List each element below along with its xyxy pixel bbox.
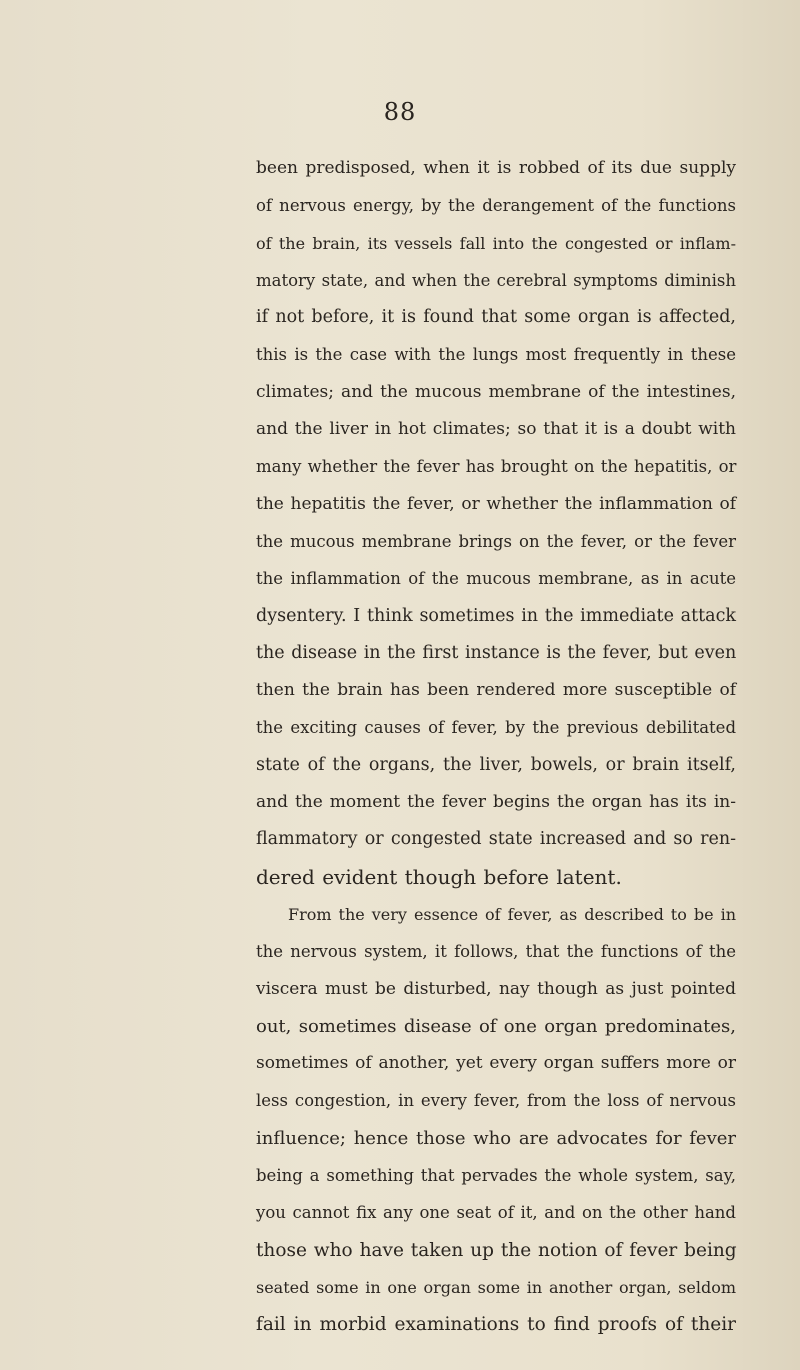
text-line: this is the case with the lungs most frequently in these bbox=[256, 345, 736, 365]
text-line: From the very essence of fever, as described to be in bbox=[288, 904, 736, 924]
text-line: of the brain, its vessels fall into the congested or inflam- bbox=[256, 233, 736, 253]
text-line: dered evident though before latent. bbox=[256, 864, 622, 889]
text-line: the exciting causes of fever, by the previous debilitated bbox=[256, 718, 736, 738]
text-line: climates; and the mucous membrane of the intestines, bbox=[256, 381, 736, 402]
text-line: the hepatitis the fever, or whether the inflammation of bbox=[256, 493, 736, 514]
text-line: the mucous membrane brings on the fever, or the fever bbox=[256, 531, 736, 551]
text-line: sometimes of another, yet every organ suffers more or bbox=[256, 1053, 736, 1074]
text-line: state of the organs, the liver, bowels, or brain itself, bbox=[256, 754, 736, 775]
text-line: if not before, it is found that some organ is affected, bbox=[256, 307, 736, 328]
text-line: the disease in the first instance is the fever, but even bbox=[256, 642, 737, 663]
text-line: many whether the fever has brought on the hepatitis, or bbox=[256, 457, 737, 477]
text-line: matory state, and when the cerebral symptoms diminish bbox=[256, 270, 736, 290]
body-text bbox=[256, 150, 736, 1344]
text-line: being a something that pervades the whole system, say, bbox=[256, 1166, 736, 1186]
text-line: viscera must be disturbed, nay though as just pointed bbox=[256, 978, 736, 999]
text-line: and the moment the fever begins the organ has its in- bbox=[256, 792, 736, 813]
text-line: and the liver in hot climates; so that it is a doubt with bbox=[256, 419, 736, 440]
text-line: of nervous energy, by the derangement of the functions bbox=[256, 196, 736, 216]
text-line: less congestion, in every fever, from the loss of nervous bbox=[256, 1091, 736, 1111]
text-line: seated some in one organ some in another organ, seldom bbox=[256, 1277, 736, 1297]
text-line: dysentery. I think sometimes in the immediate attack bbox=[256, 605, 736, 626]
text-line: those who have taken up the notion of fever being bbox=[256, 1239, 737, 1261]
text-line: flammatory or congested state increased and so ren- bbox=[256, 829, 736, 850]
text-line: the inflammation of the mucous membrane, as in acute bbox=[256, 569, 736, 589]
text-line: then the brain has been rendered more susceptible of bbox=[256, 680, 736, 701]
text-line: fail in morbid examinations to find proofs of their bbox=[256, 1314, 736, 1336]
text-line: been predisposed, when it is robbed of its due supply bbox=[256, 158, 736, 178]
text-line: out, sometimes disease of one organ predominates, bbox=[256, 1015, 736, 1037]
page-number: 88 bbox=[383, 98, 417, 126]
text-line: influence; hence those who are advocates for fever bbox=[256, 1127, 736, 1149]
text-line: you cannot fix any one seat of it, and on the other hand bbox=[256, 1203, 736, 1223]
text-line: the nervous system, it follows, that the functions of the bbox=[256, 942, 736, 962]
